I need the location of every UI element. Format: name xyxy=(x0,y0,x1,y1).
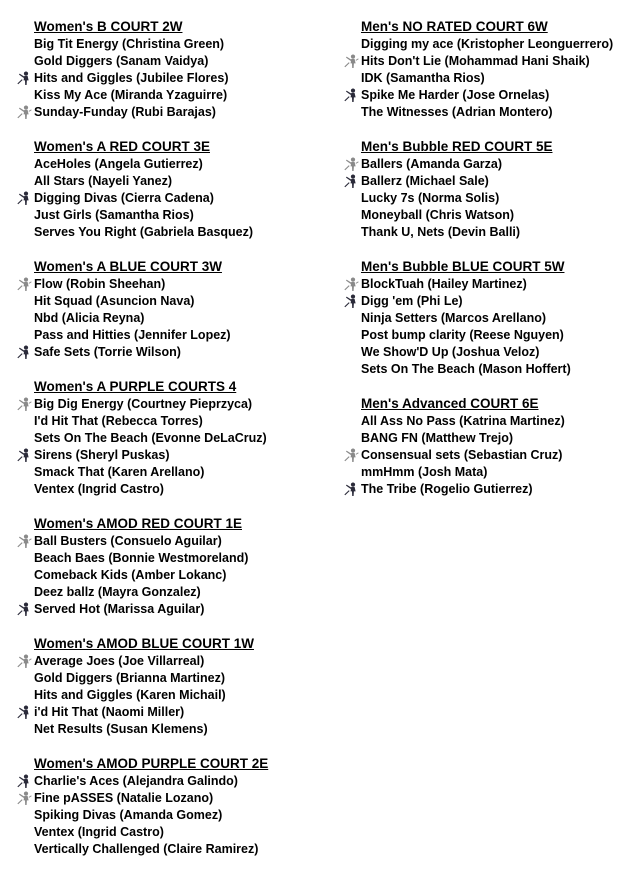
team-row xyxy=(343,447,638,464)
team-label: Vertically Challenged (Claire Ramirez) xyxy=(34,842,259,856)
division-men-s-bubble-blue-court-5w xyxy=(343,258,638,378)
second-place-icon xyxy=(343,448,359,463)
team-label: Fine pASSES (Natalie Lozano) xyxy=(34,791,214,805)
team-row xyxy=(16,447,326,464)
team-row xyxy=(343,327,638,344)
team-row xyxy=(16,104,326,121)
second-place-icon xyxy=(16,654,32,669)
division-men-s-no-rated-court-6w xyxy=(343,18,638,121)
division-women-s-amod-red-court-1e xyxy=(16,515,326,618)
team-row xyxy=(343,224,638,241)
team-row xyxy=(343,173,638,190)
team-row xyxy=(16,310,326,327)
team-row xyxy=(343,276,638,293)
team-row xyxy=(16,790,326,807)
team-label: The Witnesses (Adrian Montero) xyxy=(361,105,553,119)
team-row xyxy=(16,464,326,481)
team-label: Just Girls (Samantha Rios) xyxy=(34,208,194,222)
team-label: Digging my ace (Kristopher Leonguerrero) xyxy=(361,37,614,51)
team-label: Net Results (Susan Klemens) xyxy=(34,722,208,736)
team-row xyxy=(343,293,638,310)
team-label: Pass and Hitties (Jennifer Lopez) xyxy=(34,328,231,342)
team-label: Digging Divas (Cierra Cadena) xyxy=(34,191,214,205)
division-men-s-advanced-court-6e xyxy=(343,395,638,498)
division-title: Women's A PURPLE COURTS 4 xyxy=(34,379,237,394)
team-row xyxy=(16,773,326,790)
team-label: Hits and Giggles (Jubilee Flores) xyxy=(34,71,229,85)
division-women-s-a-red-court-3e xyxy=(16,138,326,241)
team-row xyxy=(16,173,326,190)
first-place-icon xyxy=(16,191,32,206)
team-label: Big Dig Energy (Courtney Pieprzyca) xyxy=(34,397,253,411)
team-row xyxy=(343,481,638,498)
first-place-icon xyxy=(16,705,32,720)
team-row xyxy=(16,327,326,344)
first-place-icon xyxy=(16,448,32,463)
team-label: Post bump clarity (Reese Nguyen) xyxy=(361,328,564,342)
team-label: Ventex (Ingrid Castro) xyxy=(34,825,164,839)
division-title: Women's A BLUE COURT 3W xyxy=(34,259,222,274)
team-label: I'd Hit That (Rebecca Torres) xyxy=(34,414,203,428)
team-row xyxy=(16,533,326,550)
team-row xyxy=(343,190,638,207)
team-label: BANG FN (Matthew Trejo) xyxy=(361,431,514,445)
team-label: Nbd (Alicia Reyna) xyxy=(34,311,145,325)
team-row xyxy=(16,190,326,207)
team-label: Deez ballz (Mayra Gonzalez) xyxy=(34,585,201,599)
division-title: Women's AMOD BLUE COURT 1W xyxy=(34,636,254,651)
team-row xyxy=(343,207,638,224)
team-label: Ventex (Ingrid Castro) xyxy=(34,482,164,496)
first-place-icon xyxy=(16,602,32,617)
team-label: Ball Busters (Consuelo Aguilar) xyxy=(34,534,222,548)
team-row xyxy=(16,396,326,413)
left-column xyxy=(16,18,326,875)
team-label: Ninja Setters (Marcos Arellano) xyxy=(361,311,547,325)
team-row xyxy=(16,670,326,687)
team-row xyxy=(16,413,326,430)
team-label: Safe Sets (Torrie Wilson) xyxy=(34,345,181,359)
team-label: Big Tit Energy (Christina Green) xyxy=(34,37,225,51)
team-label: mmHmm (Josh Mata) xyxy=(361,465,488,479)
first-place-icon xyxy=(343,294,359,309)
team-label: Charlie's Aces (Alejandra Galindo) xyxy=(34,774,238,788)
second-place-icon xyxy=(16,397,32,412)
team-label: Gold Diggers (Sanam Vaidya) xyxy=(34,54,209,68)
team-label: Gold Diggers (Brianna Martinez) xyxy=(34,671,225,685)
team-label: Sets On The Beach (Mason Hoffert) xyxy=(361,362,571,376)
second-place-icon xyxy=(16,534,32,549)
team-label: Moneyball (Chris Watson) xyxy=(361,208,515,222)
team-label: The Tribe (Rogelio Gutierrez) xyxy=(361,482,533,496)
team-row xyxy=(343,344,638,361)
division-title: Women's AMOD RED COURT 1E xyxy=(34,516,242,531)
first-place-icon xyxy=(16,774,32,789)
second-place-icon xyxy=(16,791,32,806)
team-row xyxy=(16,430,326,447)
team-row xyxy=(343,310,638,327)
first-place-icon xyxy=(343,174,359,189)
right-column xyxy=(343,18,638,515)
team-label: Comeback Kids (Amber Lokanc) xyxy=(34,568,227,582)
team-label: Flow (Robin Sheehan) xyxy=(34,277,166,291)
team-row xyxy=(16,601,326,618)
team-label: Ballerz (Michael Sale) xyxy=(361,174,489,188)
team-row xyxy=(16,481,326,498)
team-row xyxy=(16,156,326,173)
team-row xyxy=(16,584,326,601)
division-title: Men's NO RATED COURT 6W xyxy=(361,19,548,34)
team-label: BlockTuah (Hailey Martinez) xyxy=(361,277,527,291)
team-row xyxy=(16,87,326,104)
division-title: Men's Advanced COURT 6E xyxy=(361,396,539,411)
team-label: i'd Hit That (Naomi Miller) xyxy=(34,705,185,719)
team-row xyxy=(343,53,638,70)
second-place-icon xyxy=(16,105,32,120)
team-row xyxy=(16,687,326,704)
first-place-icon xyxy=(343,88,359,103)
team-row xyxy=(16,704,326,721)
team-row xyxy=(343,430,638,447)
team-label: Hits Don't Lie (Mohammad Hani Shaik) xyxy=(361,54,590,68)
team-row xyxy=(16,807,326,824)
team-row xyxy=(16,224,326,241)
team-label: Digg 'em (Phi Le) xyxy=(361,294,463,308)
team-row xyxy=(343,156,638,173)
team-label: Sets On The Beach (Evonne DeLaCruz) xyxy=(34,431,267,445)
division-title: Men's Bubble BLUE COURT 5W xyxy=(361,259,565,274)
division-women-s-b-court-2w xyxy=(16,18,326,121)
team-label: Ballers (Amanda Garza) xyxy=(361,157,503,171)
team-row xyxy=(16,207,326,224)
team-label: Lucky 7s (Norma Solis) xyxy=(361,191,500,205)
team-row xyxy=(16,53,326,70)
team-label: Spike Me Harder (Jose Ornelas) xyxy=(361,88,550,102)
team-row xyxy=(343,36,638,53)
team-label: Sirens (Sheryl Puskas) xyxy=(34,448,170,462)
team-row xyxy=(343,413,638,430)
team-row xyxy=(343,464,638,481)
team-label: Smack That (Karen Arellano) xyxy=(34,465,205,479)
team-label: Serves You Right (Gabriela Basquez) xyxy=(34,225,254,239)
team-label: Spiking Divas (Amanda Gomez) xyxy=(34,808,223,822)
team-row xyxy=(16,344,326,361)
team-label: AceHoles (Angela Gutierrez) xyxy=(34,157,203,171)
second-place-icon xyxy=(343,277,359,292)
team-row xyxy=(16,36,326,53)
team-label: Hits and Giggles (Karen Michail) xyxy=(34,688,226,702)
team-label: Consensual sets (Sebastian Cruz) xyxy=(361,448,563,462)
division-title: Men's Bubble RED COURT 5E xyxy=(361,139,553,154)
team-row xyxy=(343,87,638,104)
team-label: Sunday-Funday (Rubi Barajas) xyxy=(34,105,216,119)
team-label: Average Joes (Joe Villarreal) xyxy=(34,654,205,668)
team-label: IDK (Samantha Rios) xyxy=(361,71,485,85)
team-row xyxy=(343,70,638,87)
team-row xyxy=(343,361,638,378)
team-label: All Ass No Pass (Katrina Martinez) xyxy=(361,414,565,428)
team-label: Thank U, Nets (Devin Balli) xyxy=(361,225,521,239)
team-label: Served Hot (Marissa Aguilar) xyxy=(34,602,205,616)
team-label: All Stars (Nayeli Yanez) xyxy=(34,174,173,188)
team-row xyxy=(343,104,638,121)
first-place-icon xyxy=(343,482,359,497)
first-place-icon xyxy=(16,345,32,360)
second-place-icon xyxy=(343,157,359,172)
team-row xyxy=(16,824,326,841)
team-row xyxy=(16,550,326,567)
division-men-s-bubble-red-court-5e xyxy=(343,138,638,241)
first-place-icon xyxy=(16,71,32,86)
team-row xyxy=(16,653,326,670)
team-row xyxy=(16,567,326,584)
team-label: Beach Baes (Bonnie Westmoreland) xyxy=(34,551,249,565)
division-women-s-amod-blue-court-1w xyxy=(16,635,326,738)
division-women-s-a-blue-court-3w xyxy=(16,258,326,361)
team-row xyxy=(16,276,326,293)
team-row xyxy=(16,70,326,87)
division-title: Women's B COURT 2W xyxy=(34,19,183,34)
division-title: Women's A RED COURT 3E xyxy=(34,139,210,154)
second-place-icon xyxy=(16,277,32,292)
team-row xyxy=(16,841,326,858)
division-title: Women's AMOD PURPLE COURT 2E xyxy=(34,756,269,771)
team-row xyxy=(16,293,326,310)
second-place-icon xyxy=(343,54,359,69)
division-women-s-a-purple-courts-4 xyxy=(16,378,326,498)
team-label: Kiss My Ace (Miranda Yzaguirre) xyxy=(34,88,228,102)
team-label: Hit Squad (Asuncion Nava) xyxy=(34,294,195,308)
team-row xyxy=(16,721,326,738)
division-women-s-amod-purple-court-2e xyxy=(16,755,326,858)
team-label: We Show'D Up (Joshua Veloz) xyxy=(361,345,540,359)
